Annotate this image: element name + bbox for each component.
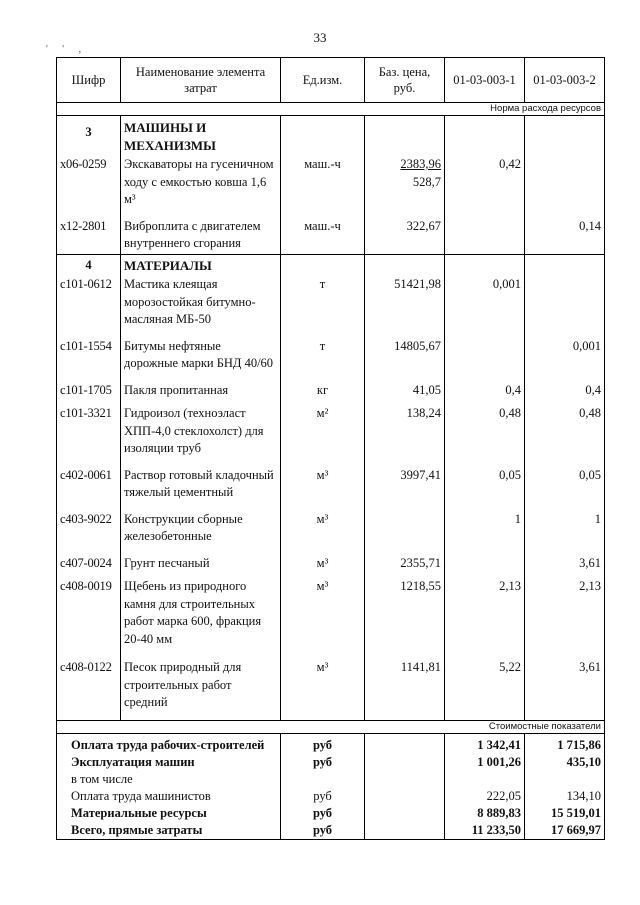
resource-unit: м³ xyxy=(281,554,365,578)
norm-col2 xyxy=(525,275,605,337)
resource-name: Мастика клеящая морозостойкая битумно-масляная МБ-50 xyxy=(121,275,281,337)
price-value: 41,05 xyxy=(412,382,441,397)
resource-unit: м³ xyxy=(281,510,365,554)
norm-col2 xyxy=(525,155,605,217)
norm-col1: 0,42 xyxy=(445,155,525,217)
summary-value-col1: 222,05 xyxy=(445,788,525,805)
price-value: 51421,98 xyxy=(394,277,441,291)
summary-row xyxy=(57,788,605,805)
norm-col1: 0,4 xyxy=(445,381,525,405)
header-price: Баз. цена, руб. xyxy=(365,58,445,103)
resource-name: Пакля пропитанная xyxy=(121,381,281,405)
resource-price xyxy=(365,658,445,720)
section-number: 4 xyxy=(57,254,121,275)
norm-col2: 2,13 xyxy=(525,577,605,658)
resource-code: с101-1705 xyxy=(57,381,121,405)
empty-cell xyxy=(281,254,365,275)
norm-col1: 5,22 xyxy=(445,658,525,720)
norm-col2: 0,05 xyxy=(525,466,605,510)
summary-row xyxy=(57,805,605,822)
price-value: 138,24 xyxy=(406,406,441,420)
empty-cell xyxy=(445,254,525,275)
summary-value-col1 xyxy=(445,771,525,788)
empty-cell xyxy=(525,254,605,275)
resource-unit: кг xyxy=(281,381,365,405)
price-value-secondary: 528,7 xyxy=(412,174,441,189)
header-col1: 01-03-003-1 xyxy=(445,58,525,103)
resource-code: с403-9022 xyxy=(57,510,121,554)
table-row xyxy=(57,577,605,658)
norm-band: Норма расхода ресурсов xyxy=(57,103,605,116)
section-title: МАТЕРИАЛЫ xyxy=(121,254,281,275)
price-value: 2383,96 xyxy=(400,157,441,171)
summary-unit: руб xyxy=(281,788,365,805)
table-row xyxy=(57,337,605,381)
section-header-row xyxy=(57,116,605,156)
norm-col2: 0,001 xyxy=(525,337,605,381)
resource-price xyxy=(365,275,445,337)
header-code: Шифр xyxy=(57,58,121,103)
resource-unit: т xyxy=(281,275,365,337)
norm-col2: 3,61 xyxy=(525,658,605,720)
summary-row xyxy=(57,771,605,788)
norm-col1 xyxy=(445,337,525,381)
resource-name: Песок природный для строительных работ средний xyxy=(121,658,281,720)
table-header-row xyxy=(57,58,605,103)
resource-code: с101-1554 xyxy=(57,337,121,381)
page-number: 33 xyxy=(313,30,327,45)
table-row xyxy=(57,466,605,510)
resource-code: х06-0259 xyxy=(57,155,121,217)
summary-label: Оплата труда машинистов xyxy=(57,788,281,805)
price-value: 14805,67 xyxy=(394,338,441,353)
summary-value-col2 xyxy=(525,771,605,788)
summary-unit: руб xyxy=(281,754,365,771)
summary-value-col2: 134,10 xyxy=(525,788,605,805)
resource-table xyxy=(56,57,605,840)
table-row xyxy=(57,275,605,337)
table-row xyxy=(57,381,605,405)
table-row xyxy=(57,510,605,554)
resource-code: с101-0612 xyxy=(57,275,121,337)
resource-code: с407-0024 xyxy=(57,554,121,578)
header-col2: 01-03-003-2 xyxy=(525,58,605,103)
resource-name: Виброплита с двигателем внутреннего сгорания xyxy=(121,217,281,255)
cost-band-row xyxy=(57,720,605,733)
summary-unit: руб xyxy=(281,805,365,822)
header-unit: Ед.изм. xyxy=(281,58,365,103)
resource-price xyxy=(365,554,445,578)
resource-code: с408-0019 xyxy=(57,577,121,658)
resource-code: с101-3321 xyxy=(57,404,121,466)
norm-col2: 0,4 xyxy=(525,381,605,405)
table-row xyxy=(57,217,605,255)
resource-unit: маш.-ч xyxy=(281,155,365,217)
norm-col1 xyxy=(445,217,525,255)
norm-col1: 0,05 xyxy=(445,466,525,510)
norm-col1: 1 xyxy=(445,510,525,554)
resource-name: Битумы нефтяные дорожные марки БНД 40/60 xyxy=(121,337,281,381)
resource-code: х12-2801 xyxy=(57,217,121,255)
price-value: 2355,71 xyxy=(400,555,441,570)
summary-unit: руб xyxy=(281,733,365,754)
summary-value-col1: 1 342,41 xyxy=(445,733,525,754)
summary-value-col1: 1 001,26 xyxy=(445,754,525,771)
summary-row xyxy=(57,733,605,754)
norm-col2: 3,61 xyxy=(525,554,605,578)
empty-cell xyxy=(365,254,445,275)
resource-code: с402-0061 xyxy=(57,466,121,510)
summary-label: в том числе xyxy=(57,771,281,788)
section-title: МАШИНЫ И МЕХАНИЗМЫ xyxy=(121,116,281,156)
empty-cell xyxy=(365,822,445,840)
table-row xyxy=(57,155,605,217)
summary-row xyxy=(57,822,605,840)
header-name: Наименование элемента затрат xyxy=(121,58,281,103)
summary-label: Эксплуатация машин xyxy=(57,754,281,771)
summary-value-col2: 17 669,97 xyxy=(525,822,605,840)
summary-label: Материальные ресурсы xyxy=(57,805,281,822)
summary-unit xyxy=(281,771,365,788)
resource-price xyxy=(365,217,445,255)
section-header-row xyxy=(57,254,605,275)
resource-code: с408-0122 xyxy=(57,658,121,720)
table-row xyxy=(57,554,605,578)
resource-name: Экскаваторы на гусеничном ходу с емкостью ковша 1,6 м³ xyxy=(121,155,281,217)
empty-cell xyxy=(525,116,605,156)
norm-col1 xyxy=(445,554,525,578)
resource-name: Гидроизол (техноэласт ХПП-4,0 стеклохолст) для изоляции труб xyxy=(121,404,281,466)
resource-unit: м³ xyxy=(281,466,365,510)
resource-unit: м³ xyxy=(281,577,365,658)
resource-unit: маш.-ч xyxy=(281,217,365,255)
scan-marks: ' ' , xyxy=(46,44,88,55)
summary-value-col2: 435,10 xyxy=(525,754,605,771)
norm-band-row xyxy=(57,103,605,116)
empty-cell xyxy=(445,116,525,156)
norm-col2: 0,14 xyxy=(525,217,605,255)
resource-price xyxy=(365,155,445,217)
resource-name: Щебень из природного камня для строительных работ марка 600, фракция 20-40 мм xyxy=(121,577,281,658)
price-value: 322,67 xyxy=(406,218,441,233)
resource-price xyxy=(365,337,445,381)
resource-unit: м² xyxy=(281,404,365,466)
resource-name: Грунт песчаный xyxy=(121,554,281,578)
resource-unit: м³ xyxy=(281,658,365,720)
empty-cell xyxy=(365,754,445,771)
summary-value-col1: 8 889,83 xyxy=(445,805,525,822)
price-value: 3997,41 xyxy=(400,467,441,482)
price-value: 1141,81 xyxy=(400,660,441,674)
table-row xyxy=(57,658,605,720)
norm-col1: 0,48 xyxy=(445,404,525,466)
resource-name: Раствор готовый кладочный тяжелый цементный xyxy=(121,466,281,510)
norm-col1: 0,001 xyxy=(445,275,525,337)
empty-cell xyxy=(365,771,445,788)
empty-cell xyxy=(365,805,445,822)
table-row xyxy=(57,404,605,466)
summary-value-col1: 11 233,50 xyxy=(445,822,525,840)
cost-band: Стоимостные показатели xyxy=(57,720,605,733)
norm-col2: 0,48 xyxy=(525,404,605,466)
resource-name: Конструкции сборные железобетонные xyxy=(121,510,281,554)
summary-label: Оплата труда рабочих-строителей xyxy=(57,733,281,754)
resource-price xyxy=(365,577,445,658)
resource-unit: т xyxy=(281,337,365,381)
empty-cell xyxy=(365,788,445,805)
summary-row xyxy=(57,754,605,771)
summary-value-col2: 15 519,01 xyxy=(525,805,605,822)
empty-cell xyxy=(365,116,445,156)
empty-cell xyxy=(281,116,365,156)
empty-cell xyxy=(365,733,445,754)
resource-price xyxy=(365,510,445,554)
summary-label: Всего, прямые затраты xyxy=(57,822,281,840)
summary-unit: руб xyxy=(281,822,365,840)
summary-value-col2: 1 715,86 xyxy=(525,733,605,754)
price-value: 1218,55 xyxy=(400,579,441,593)
norm-col2: 1 xyxy=(525,510,605,554)
resource-price xyxy=(365,381,445,405)
resource-price xyxy=(365,404,445,466)
resource-price xyxy=(365,466,445,510)
section-number: 3 xyxy=(57,116,121,156)
norm-col1: 2,13 xyxy=(445,577,525,658)
